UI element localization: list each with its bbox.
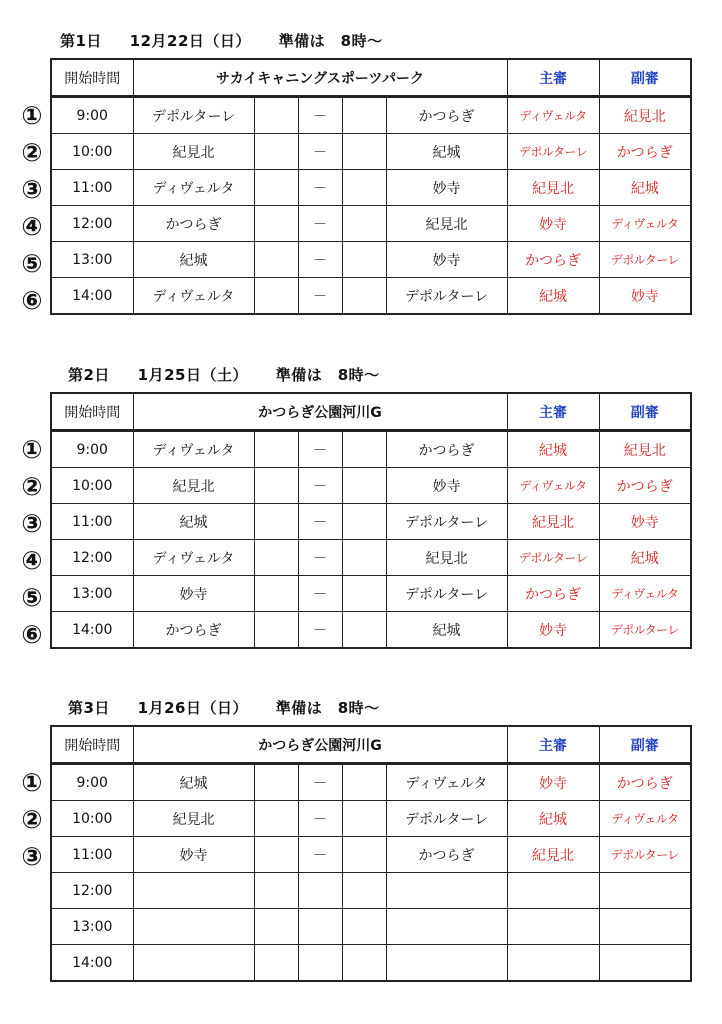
row-marker: ② [21,805,43,834]
away-team: デポルターレ [386,278,507,315]
home-team: ディヴェルタ [133,431,254,468]
sub-ref [599,909,691,945]
home-score [254,170,298,206]
table-row [51,134,691,170]
sub-ref: かつらぎ [599,468,691,504]
main-ref: 紀見北 [507,837,599,873]
away-score [342,431,386,468]
match-time: 9:00 [51,97,133,134]
home-score [254,873,298,909]
score-dash: － [298,801,342,837]
home-team: 紀城 [133,504,254,540]
day-date: 1月25日（土） [137,366,248,384]
score-dash: － [298,134,342,170]
main-ref-header: 主審 [507,59,599,97]
row-marker: ① [21,435,43,464]
day-label: 第3日 [68,699,110,717]
home-score [254,612,298,649]
score-dash: － [298,764,342,801]
match-time: 9:00 [51,431,133,468]
match-time: 10:00 [51,801,133,837]
home-score [254,278,298,315]
table-row [51,801,691,837]
away-team: かつらぎ [386,431,507,468]
score-dash: － [298,206,342,242]
day-prep: 準備は 8時～ [275,699,380,717]
home-score [254,540,298,576]
away-score [342,134,386,170]
home-score [254,576,298,612]
sub-ref: かつらぎ [599,764,691,801]
day-prep: 準備は 8時～ [278,32,383,50]
sub-ref: 妙寺 [599,278,691,315]
table-header-row [51,726,691,764]
main-ref: かつらぎ [507,242,599,278]
match-time: 10:00 [51,134,133,170]
row-marker: ⑤ [21,583,43,612]
main-ref: 妙寺 [507,206,599,242]
home-team: かつらぎ [133,206,254,242]
start-time-header: 開始時間 [51,726,133,764]
table-header-row [51,59,691,97]
score-dash: － [298,576,342,612]
away-score [342,206,386,242]
home-team: 妙寺 [133,837,254,873]
sub-ref: デポルターレ [599,837,691,873]
match-time: 12:00 [51,206,133,242]
home-team: ディヴェルタ [133,278,254,315]
day-date: 1月26日（日） [137,699,248,717]
row-marker: ③ [21,842,43,871]
match-time: 12:00 [51,540,133,576]
away-team: 妙寺 [386,468,507,504]
sub-ref: かつらぎ [599,134,691,170]
away-score [342,837,386,873]
home-team: 紀見北 [133,134,254,170]
main-ref: 妙寺 [507,764,599,801]
match-time: 11:00 [51,504,133,540]
away-team: 妙寺 [386,170,507,206]
day-label: 第2日 [68,366,110,384]
table-row [51,431,691,468]
home-team: 紀見北 [133,468,254,504]
match-time: 10:00 [51,468,133,504]
home-score [254,206,298,242]
home-score [254,97,298,134]
row-marker: ② [21,472,43,501]
score-dash: － [298,540,342,576]
sub-ref-header: 副審 [599,726,691,764]
score-dash: － [298,170,342,206]
away-score [342,909,386,945]
away-team: デポルターレ [386,504,507,540]
main-ref [507,873,599,909]
score-dash: － [298,837,342,873]
sub-ref [599,945,691,982]
row-marker: ⑥ [21,620,43,649]
table-row [51,576,691,612]
day-3-header [68,697,402,718]
match-time: 13:00 [51,576,133,612]
score-dash: － [298,242,342,278]
table-row [51,909,691,945]
main-ref: デポルターレ [507,540,599,576]
sub-ref: 紀見北 [599,97,691,134]
away-team: 妙寺 [386,242,507,278]
venue-name: かつらぎ公園河川G [133,393,507,431]
away-score [342,97,386,134]
home-team: 妙寺 [133,576,254,612]
home-team: ディヴェルタ [133,170,254,206]
table-row [51,278,691,315]
away-score [342,468,386,504]
sub-ref: 妙寺 [599,504,691,540]
main-ref [507,909,599,945]
away-score [342,945,386,982]
score-dash [298,873,342,909]
away-team: 紀城 [386,612,507,649]
table-row [51,837,691,873]
away-score [342,576,386,612]
row-marker: ⑥ [21,286,43,315]
match-time: 12:00 [51,873,133,909]
venue-name: サカイキャニングスポーツパーク [133,59,507,97]
score-dash [298,945,342,982]
score-dash [298,909,342,945]
away-score [342,242,386,278]
match-time: 11:00 [51,170,133,206]
start-time-header: 開始時間 [51,393,133,431]
sub-ref: 紀城 [599,170,691,206]
home-score [254,134,298,170]
match-time: 11:00 [51,837,133,873]
home-team [133,909,254,945]
table-row [51,764,691,801]
table-row [51,540,691,576]
main-ref-header: 主審 [507,393,599,431]
match-time: 9:00 [51,764,133,801]
away-team: かつらぎ [386,97,507,134]
home-team: デポルターレ [133,97,254,134]
row-marker: ⑤ [21,249,43,278]
start-time-header: 開始時間 [51,59,133,97]
home-score [254,945,298,982]
home-team [133,945,254,982]
sub-ref: ディヴェルタ [599,206,691,242]
score-dash: － [298,278,342,315]
table-row [51,945,691,982]
away-score [342,540,386,576]
table-row [51,97,691,134]
away-score [342,612,386,649]
sub-ref: 紀城 [599,540,691,576]
match-time: 13:00 [51,909,133,945]
day-1-header [60,30,405,51]
score-dash: － [298,612,342,649]
home-team: 紀見北 [133,801,254,837]
main-ref-header: 主審 [507,726,599,764]
day-3-schedule-table [50,725,692,982]
row-marker: ④ [21,546,43,575]
sub-ref: デポルターレ [599,242,691,278]
main-ref: 紀城 [507,801,599,837]
table-row [51,242,691,278]
home-team [133,873,254,909]
score-dash: － [298,468,342,504]
score-dash: － [298,504,342,540]
day-label: 第1日 [60,32,102,50]
away-team: 紀見北 [386,540,507,576]
sub-ref-header: 副審 [599,393,691,431]
score-dash: － [298,97,342,134]
home-score [254,764,298,801]
sub-ref: ディヴェルタ [599,576,691,612]
away-team: 紀城 [386,134,507,170]
sub-ref-header: 副審 [599,59,691,97]
row-marker: ① [21,768,43,797]
day-1-schedule-table [50,58,692,315]
table-row [51,170,691,206]
main-ref: 紀城 [507,278,599,315]
home-score [254,801,298,837]
match-time: 14:00 [51,945,133,982]
main-ref: デポルターレ [507,134,599,170]
away-score [342,873,386,909]
row-marker: ① [21,101,43,130]
away-team: デポルターレ [386,576,507,612]
away-team: 紀見北 [386,206,507,242]
main-ref: ディヴェルタ [507,468,599,504]
row-marker: ② [21,138,43,167]
table-row [51,873,691,909]
main-ref: 妙寺 [507,612,599,649]
away-team [386,909,507,945]
main-ref: 紀城 [507,431,599,468]
match-time: 14:00 [51,612,133,649]
away-team [386,945,507,982]
sub-ref: デポルターレ [599,612,691,649]
table-row [51,468,691,504]
away-team: デポルターレ [386,801,507,837]
sub-ref: ディヴェルタ [599,801,691,837]
away-team: かつらぎ [386,837,507,873]
day-prep: 準備は 8時～ [275,366,380,384]
table-row [51,206,691,242]
away-score [342,504,386,540]
home-team: 紀城 [133,242,254,278]
home-score [254,242,298,278]
row-marker: ③ [21,175,43,204]
table-header-row [51,393,691,431]
home-score [254,468,298,504]
main-ref: 紀見北 [507,170,599,206]
away-score [342,764,386,801]
venue-name: かつらぎ公園河川G [133,726,507,764]
match-time: 14:00 [51,278,133,315]
home-team: かつらぎ [133,612,254,649]
home-score [254,431,298,468]
row-marker: ④ [21,212,43,241]
main-ref: ディヴェルタ [507,97,599,134]
home-score [254,504,298,540]
home-team: 紀城 [133,764,254,801]
away-score [342,278,386,315]
score-dash: － [298,431,342,468]
table-row [51,504,691,540]
day-date: 12月22日（日） [129,32,251,50]
day-2-header [68,364,402,385]
away-score [342,170,386,206]
away-team [386,873,507,909]
day-2-schedule-table [50,392,692,649]
main-ref: 紀見北 [507,504,599,540]
sub-ref: 紀見北 [599,431,691,468]
match-time: 13:00 [51,242,133,278]
table-row [51,612,691,649]
away-team: ディヴェルタ [386,764,507,801]
home-score [254,837,298,873]
main-ref [507,945,599,982]
main-ref: かつらぎ [507,576,599,612]
row-marker: ③ [21,509,43,538]
away-score [342,801,386,837]
sub-ref [599,873,691,909]
home-score [254,909,298,945]
home-team: ディヴェルタ [133,540,254,576]
